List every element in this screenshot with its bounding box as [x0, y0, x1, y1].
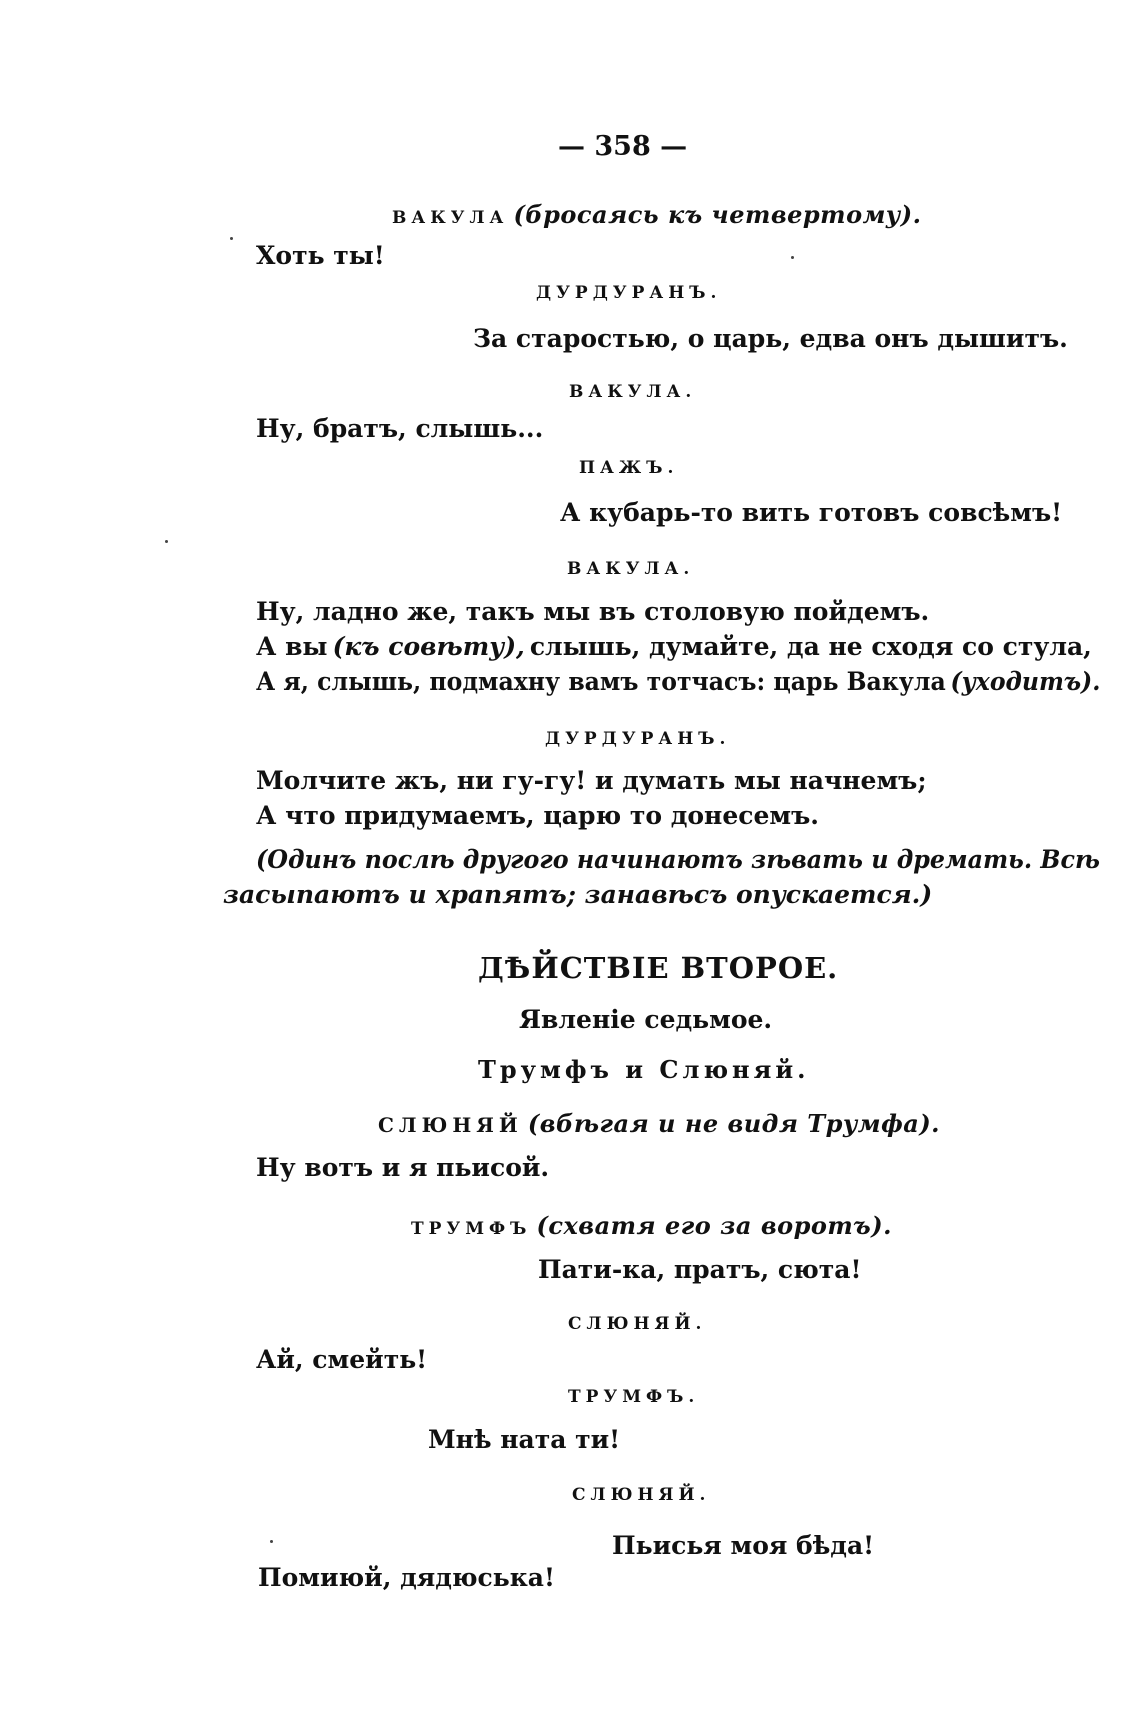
verse-line: Ну, братъ, слышь... — [256, 414, 544, 443]
verse-line: Молчите жъ, ни гу-гу! и думать мы начнемъ; — [256, 766, 927, 795]
speaker-name: ВАКУЛА. — [569, 382, 697, 402]
verse-line: Пати-ка, пратъ, сюта! — [538, 1255, 862, 1284]
verse-text: слышь, думайте, да не сходя со стула, — [529, 632, 1092, 661]
verse-line: Пьисья моя бѣда! — [612, 1531, 875, 1560]
stage-direction: (Одинъ послѣ другого начинаютъ зѣвать и дремать. Всѣ — [256, 845, 1100, 874]
verse-line: А что придумаемъ, царю то донесемъ. — [256, 801, 819, 830]
scene-heading: Явленіе седьмое. — [519, 1005, 773, 1034]
stage-direction: (вбѣгая и не видя Трумфа). — [527, 1109, 941, 1138]
speaker-line — [392, 200, 922, 229]
verse-text: А я, слышь, подмахну вамъ тотчасъ: царь Вакула — [256, 667, 946, 696]
page-number: — 358 — — [558, 131, 688, 162]
verse-line: За старостью, о царь, едва онъ дышитъ. — [473, 324, 1068, 353]
speaker-line — [378, 1109, 941, 1138]
paper-speck — [791, 256, 794, 259]
stage-direction: (уходитъ). — [950, 667, 1101, 696]
speaker-name: ПАЖЪ. — [579, 458, 679, 478]
speaker-line — [411, 1211, 892, 1240]
act-heading: ДѢЙСТВІЕ ВТОРОЕ. — [478, 951, 839, 985]
stage-direction: (бросаясь къ четвертому). — [513, 200, 922, 229]
verse-line: Мнѣ ната ти! — [428, 1425, 621, 1454]
speaker-name: ВАКУЛА — [392, 208, 509, 228]
verse-line: А кубарь-то вить готовъ совсѣмъ! — [560, 498, 1063, 527]
stage-direction: (схватя его за воротъ). — [536, 1211, 892, 1240]
verse-line: Хоть ты! — [256, 241, 385, 270]
characters-heading: Трумфъ и Слюняй. — [478, 1055, 810, 1084]
verse-line: Ну, ладно же, такъ мы въ столовую пойдемъ. — [256, 597, 930, 626]
stage-direction: засыпаютъ и храпятъ; занавѣсъ опускается.) — [223, 880, 933, 909]
speaker-name: ДУРДУРАНЪ. — [536, 283, 722, 303]
paper-speck — [165, 540, 168, 543]
speaker-name: СЛЮНЯЙ. — [572, 1485, 711, 1505]
speaker-name: СЛЮНЯЙ. — [568, 1314, 707, 1334]
speaker-name: ДУРДУРАНЪ. — [545, 729, 731, 749]
verse-line: Ну вотъ и я пьисой. — [256, 1153, 550, 1182]
verse-line: Помиюй, дядюська! — [258, 1563, 555, 1592]
paper-speck — [270, 1540, 273, 1543]
verse-line — [256, 669, 1100, 694]
stage-direction: (къ совѣту), — [332, 632, 525, 661]
verse-text: А вы — [256, 632, 328, 661]
speaker-name: ТРУМФЪ — [411, 1219, 532, 1239]
speaker-name: СЛЮНЯЙ — [378, 1113, 523, 1137]
paper-speck — [230, 237, 233, 240]
verse-line — [256, 634, 1092, 659]
speaker-name: ВАКУЛА. — [567, 559, 695, 579]
speaker-name: ТРУМФЪ. — [568, 1387, 700, 1407]
verse-line: Ай, смейть! — [256, 1345, 428, 1374]
